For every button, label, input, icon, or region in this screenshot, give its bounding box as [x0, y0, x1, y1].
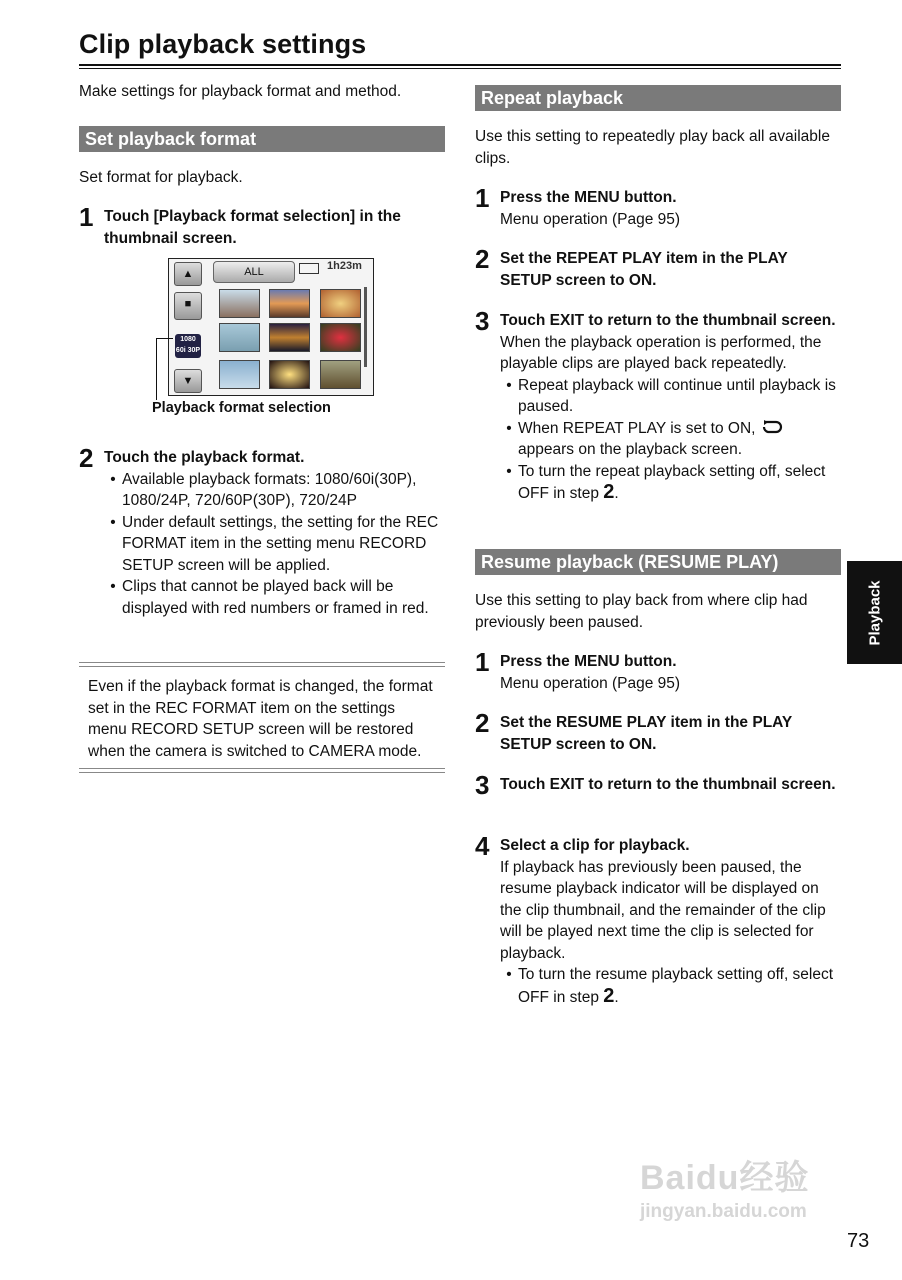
bullet-end: .: [614, 485, 619, 502]
bullet-item: • To turn the repeat playback setting off, select OFF in step 2.: [506, 462, 826, 503]
section-repeat-playback: Repeat playback: [475, 85, 841, 111]
step-number: 1: [475, 183, 490, 213]
note-box: [79, 662, 445, 773]
step-text: Select a clip for playback.: [500, 837, 690, 854]
battery-icon: [299, 263, 319, 274]
scrollbar[interactable]: [364, 287, 367, 367]
step-subtext: If playback has previously been paused, the resume playback indicator will be displayed on the clip thumbnail, and the remainder of the clip will be played next time the clip is selected for playback.: [500, 858, 826, 962]
step-text: Touch EXIT to return to the thumbnail screen.: [500, 776, 836, 793]
resume-step-4: [475, 831, 841, 1008]
page-title: Clip playback settings: [79, 29, 367, 59]
clip-thumbnail[interactable]: [320, 289, 361, 318]
format-label-top: 1080: [180, 336, 196, 343]
title-rule-thin: [79, 68, 841, 69]
clip-thumbnail[interactable]: [269, 323, 310, 352]
bullet-text: appears on the playback screen.: [518, 441, 743, 458]
section-resume-playback: Resume playback (RESUME PLAY): [475, 549, 841, 575]
bullet-text: To turn the resume playback setting off, select OFF in step: [518, 966, 834, 1006]
note-bottom-rule: [79, 768, 445, 773]
step-number: 2: [475, 708, 490, 738]
note-text: Even if the playback format is changed, the format set in the REC FORMAT item on the settings menu RECORD SETUP screen will be restored when the camera is switched to CAMERA mode.: [88, 678, 433, 760]
scroll-up-button[interactable]: ▲: [174, 262, 202, 286]
watermark-brand: Baidu经验: [640, 1159, 810, 1197]
step-subtext: When the playback operation is performed, the playable clips are played back repeatedly.: [500, 333, 822, 372]
bullet-text: Under default settings, the setting for the REC FORMAT item in the setting menu RECORD SETUP screen will be applied.: [122, 513, 439, 574]
bullet-item: • Available playback formats: 1080/60i(30P), 1080/24P, 720/60P(30P), 720/24P: [104, 469, 445, 512]
step-number: 1: [79, 202, 94, 232]
page-number: 73: [847, 1230, 870, 1252]
chapter-tab: [847, 561, 902, 664]
resume-intro: Use this setting to play back from where clip had previously been paused.: [475, 592, 808, 631]
step-subtext: Menu operation (Page 95): [500, 674, 681, 692]
step-reference: 2: [603, 481, 615, 503]
callout-line: [156, 338, 173, 339]
step-subtext: Menu operation (Page 95): [500, 210, 681, 228]
all-clips-button[interactable]: ALL: [213, 261, 295, 283]
step-number: 4: [475, 831, 490, 861]
step-text: Set the REPEAT PLAY item in the PLAY SETUP screen to ON.: [500, 250, 788, 289]
bullet-text: To turn the repeat playback setting off, select OFF in step: [518, 462, 826, 502]
resume-step-2: [475, 708, 841, 755]
repeat-step-3: [475, 306, 841, 505]
playback-format-selection-button[interactable]: [175, 334, 201, 358]
step-number: 3: [475, 306, 490, 336]
watermark: [640, 1150, 809, 1223]
bullet-text: Repeat playback will continue until playback is paused.: [518, 376, 836, 415]
step-number: 3: [475, 770, 490, 800]
callout-caption: Playback format selection: [152, 400, 331, 416]
repeat-icon: [760, 419, 784, 435]
section-intro: Set format for playback.: [79, 169, 243, 186]
step-number: 2: [475, 244, 490, 274]
chapter-tab-label: Playback: [866, 579, 883, 646]
bullet-item: • Under default settings, the setting for the REC FORMAT item in the setting menu RECORD SETUP screen will be applied.: [104, 512, 445, 577]
remaining-time: 1h23m: [327, 260, 362, 272]
step-text: Set the RESUME PLAY item in the PLAY SETUP screen to ON.: [500, 714, 792, 753]
clip-thumbnail[interactable]: [219, 323, 260, 352]
clip-thumbnail[interactable]: [219, 289, 260, 318]
step-text: Touch [Playback format selection] in the thumbnail screen.: [104, 208, 401, 247]
bullet-text: When REPEAT PLAY is set to ON,: [518, 419, 756, 437]
step-reference: 2: [603, 984, 615, 1007]
clip-thumbnail[interactable]: [269, 289, 310, 318]
clip-thumbnail[interactable]: [320, 323, 361, 352]
bullet-item: • When REPEAT PLAY is set to ON, appears on the playback screen.: [500, 418, 841, 461]
bullet-text: Clips that cannot be played back will be displayed with red numbers or framed in red.: [122, 578, 429, 617]
step-text: Press the MENU button.: [500, 189, 677, 206]
step-1: [79, 202, 445, 249]
camera-mode-icon[interactable]: ■: [174, 292, 202, 320]
scroll-down-button[interactable]: ▼: [174, 369, 202, 393]
step-2: [79, 443, 445, 619]
intro-text: Make settings for playback format and method.: [79, 83, 402, 100]
step-number: 2: [79, 443, 94, 473]
bullet-item: • Repeat playback will continue until playback is paused.: [500, 375, 841, 418]
step-text: Touch EXIT to return to the thumbnail screen.: [500, 312, 836, 329]
repeat-intro: Use this setting to repeatedly play back all available clips.: [475, 128, 830, 167]
step-text: Press the MENU button.: [500, 653, 677, 670]
bullet-item: • Clips that cannot be played back will be displayed with red numbers or framed in red.: [104, 576, 445, 619]
clip-thumbnail[interactable]: [320, 360, 361, 389]
thumbnail-screen: [168, 258, 374, 396]
title-rule: [79, 64, 841, 66]
resume-step-3: [475, 770, 841, 800]
repeat-step-2: [475, 244, 841, 291]
section-set-playback-format: Set playback format: [79, 126, 445, 152]
clip-thumbnail[interactable]: [269, 360, 310, 389]
step-number: 1: [475, 647, 490, 677]
bullet-item: • To turn the resume playback setting off, select OFF in step 2.: [506, 966, 834, 1007]
step-text: Touch the playback format.: [104, 449, 305, 466]
format-label-bottom: 60i 30P: [175, 347, 201, 354]
bullet-text: Available playback formats: 1080/60i(30P), 1080/24P, 720/60P(30P), 720/24P: [122, 470, 417, 509]
clip-thumbnail[interactable]: [219, 360, 260, 389]
callout-line-vertical: [156, 338, 157, 400]
bullet-end: .: [614, 988, 619, 1006]
repeat-step-1: [475, 183, 841, 230]
resume-step-1: [475, 647, 841, 694]
watermark-url: jingyan.baidu.com: [640, 1201, 807, 1222]
